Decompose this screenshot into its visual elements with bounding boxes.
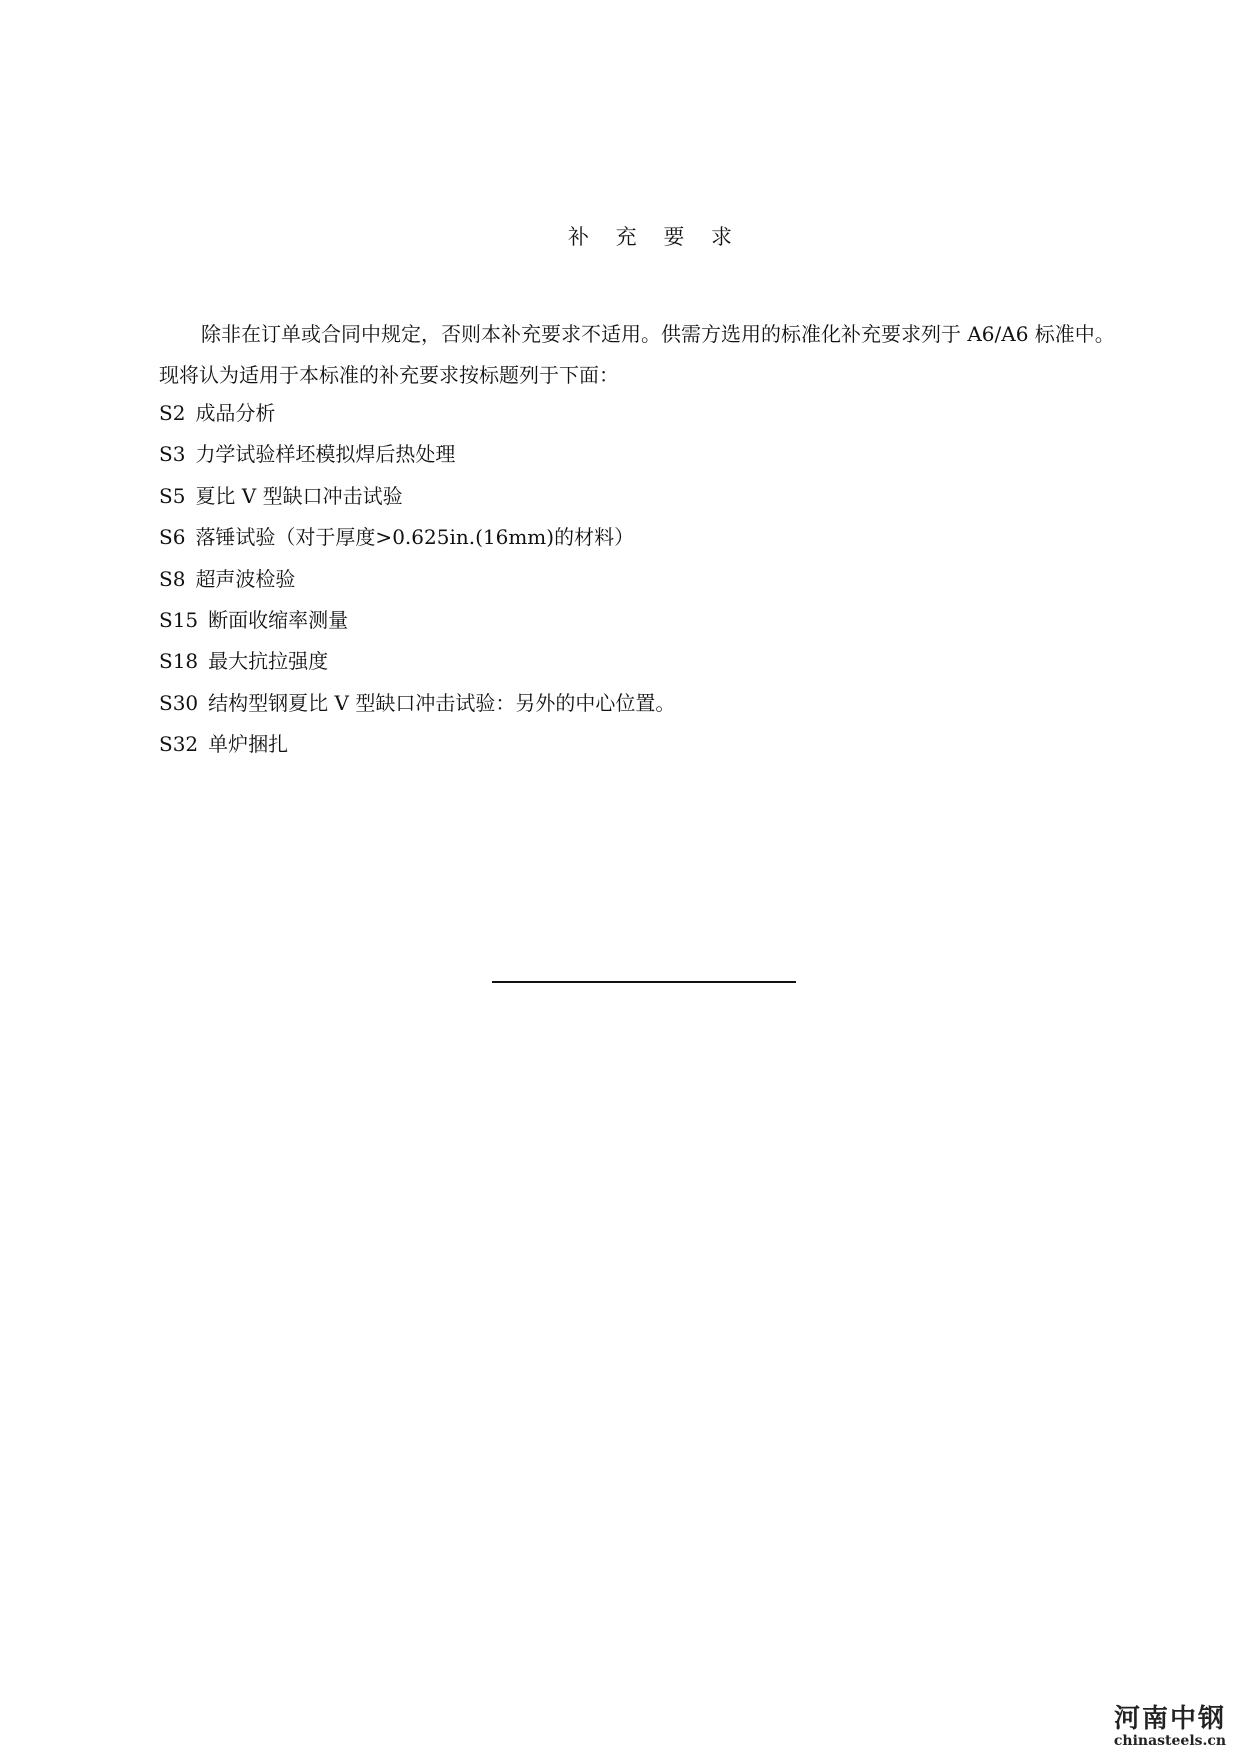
requirement-item: [159, 393, 1119, 434]
requirement-item: [159, 476, 1119, 517]
requirement-code: S30: [159, 690, 199, 715]
requirement-code: S18: [159, 649, 199, 674]
intro-paragraph: 除非在订单或合同中规定，否则本补充要求不适用。供需方选用的标准化补充要求列于 A6/A6 标准中。现将认为适用于本标准的补充要求按标题列于下面：: [159, 322, 1115, 387]
requirement-text: 超声波检验: [195, 566, 296, 591]
requirement-text: 成品分析: [195, 401, 276, 425]
requirement-text: 单炉捆扎: [208, 732, 289, 757]
requirement-text: 夏比 V 型缺口冲击试验: [195, 483, 403, 508]
page-title: 补 充 要 求: [567, 225, 743, 249]
watermark-url: chinasteels.cn: [1113, 1733, 1227, 1749]
end-divider: [492, 981, 796, 983]
watermark-logo: [1106, 1705, 1234, 1749]
requirement-item: [159, 434, 1119, 475]
requirement-item: [159, 559, 1119, 600]
requirement-code: S3: [159, 442, 186, 467]
requirement-code: S15: [159, 607, 199, 632]
requirement-text: 力学试验样坯模拟焊后热处理: [195, 442, 456, 467]
requirement-text: 落锤试验（对于厚度>0.625in.(16mm)的材料）: [195, 525, 635, 550]
requirement-text: 最大抗拉强度: [208, 649, 329, 674]
requirement-item: [159, 724, 1119, 765]
requirement-text: 断面收缩率测量: [208, 607, 349, 632]
requirement-code: S2: [159, 401, 186, 425]
watermark-name: 河南中钢: [1113, 1704, 1226, 1734]
requirement-code: S8: [159, 566, 186, 591]
requirement-code: S32: [159, 732, 199, 757]
requirement-code: S6: [159, 525, 186, 550]
requirement-text: 结构型钢夏比 V 型缺口冲击试验：另外的中心位置。: [208, 690, 676, 715]
requirements-list: [159, 393, 1119, 766]
requirement-code: S5: [159, 483, 186, 508]
requirement-item: [159, 683, 1119, 724]
requirement-item: [159, 517, 1119, 558]
requirement-item: [159, 600, 1119, 641]
requirement-item: [159, 641, 1119, 682]
